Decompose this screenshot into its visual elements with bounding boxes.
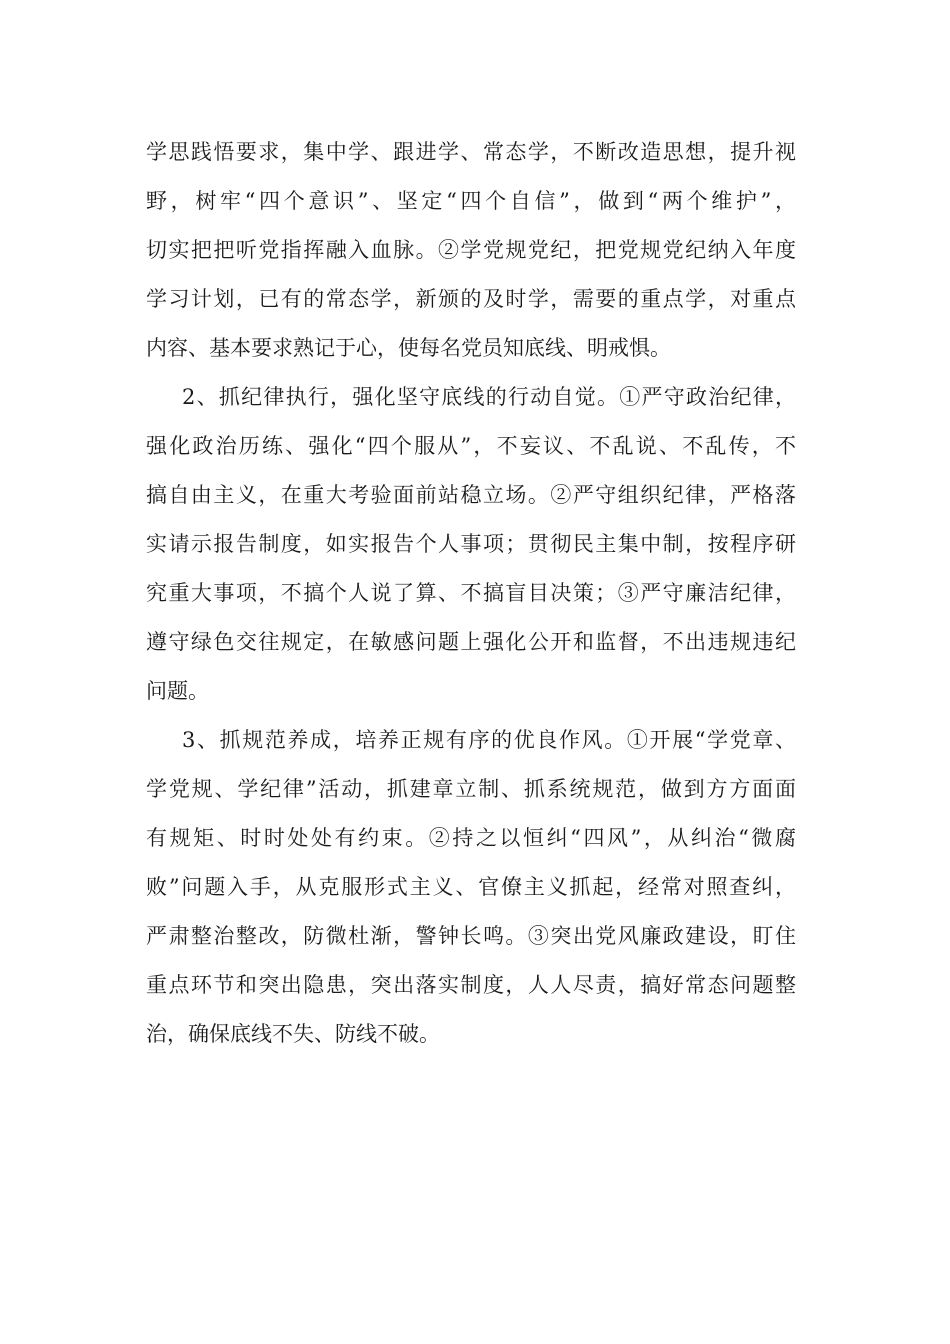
text-line: 学党规、学纪律”活动，抓建章立制、抓系统规范，做到方方面面 [146,777,796,801]
paragraph-3 [146,716,796,1059]
text-line: 强化政治历练、强化“四个服从”，不妄议、不乱说、不乱传，不 [146,434,796,458]
text-line: 遵守绿色交往规定，在敏感问题上强化公开和监督，不出违规违纪 [146,630,796,654]
text-line: 3、抓规范养成，培养正规有序的优良作风。①开展“学党章、 [182,728,796,752]
text-line: 内容、基本要求熟记于心，使每名党员知底线、明戒惧。 [146,336,671,360]
text-line: 学习计划，已有的常态学，新颁的及时学，需要的重点学，对重点 [146,287,796,311]
paragraph-1 [146,128,796,373]
paragraph-2 [146,373,796,716]
text-line: 问题。 [146,679,209,703]
text-line: 学思践悟要求，集中学、跟进学、常态学，不断改造思想，提升视 [146,140,796,164]
text-line: 野，树牢“四个意识”、坚定“四个自信”，做到“两个维护”， [146,189,796,213]
text-line: 败”问题入手，从克服形式主义、官僚主义抓起，经常对照查纠， [146,875,796,899]
text-line: 切实把把听党指挥融入血脉。②学党规党纪，把党规党纪纳入年度 [146,238,796,262]
text-line: 实请示报告制度，如实报告个人事项；贯彻民主集中制，按程序研 [146,532,796,556]
text-line: 究重大事项，不搞个人说了算、不搞盲目决策；③严守廉洁纪律， [146,581,796,605]
body-text [146,128,796,1059]
text-line: 有规矩、时时处处有约束。②持之以恒纠“四风”，从纠治“微腐 [146,826,796,850]
text-line: 治，确保底线不失、防线不破。 [146,1022,440,1046]
text-line: 搞自由主义，在重大考验面前站稳立场。②严守组织纪律，严格落 [146,483,796,507]
text-line: 重点环节和突出隐患，突出落实制度，人人尽责，搞好常态问题整 [146,973,796,997]
text-line: 严肃整治整改，防微杜渐，警钟长鸣。③突出党风廉政建设，盯住 [146,924,796,948]
text-line: 2、抓纪律执行，强化坚守底线的行动自觉。①严守政治纪律， [182,385,796,409]
